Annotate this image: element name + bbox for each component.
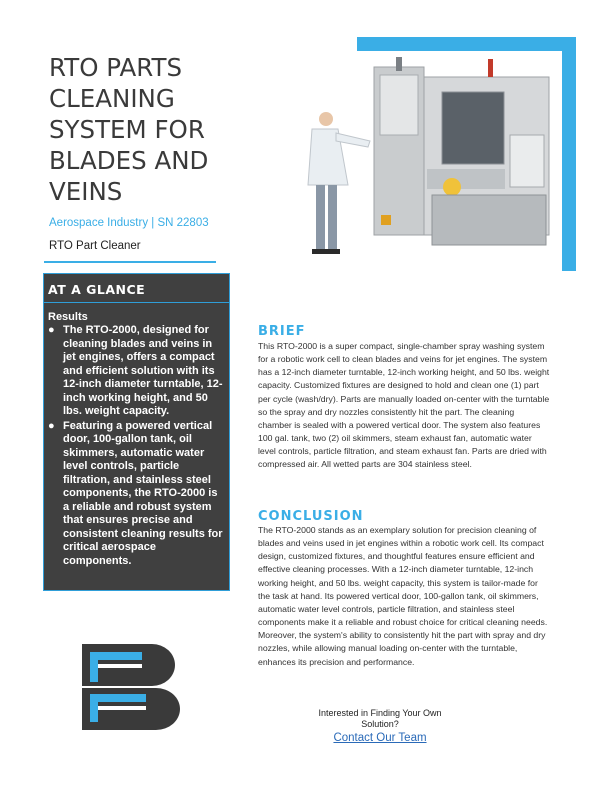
title-line: CLEANING: [49, 84, 175, 113]
title-line: VEINS: [49, 177, 123, 206]
glance-bullet-text: The RTO-2000, designed for cleaning blades and veins in jet engines, offers a compact and efficient solution with its 12-inch diameter turntable, 12-inch working height, and 50 lbs. weight capacity.: [63, 324, 223, 417]
product-photo: [292, 37, 576, 271]
title-line: SYSTEM FOR: [49, 115, 205, 144]
logo-stripe: [98, 664, 142, 668]
glance-bullet: [44, 324, 226, 419]
results-label: Results: [48, 311, 88, 323]
part-type-label: RTO Part Cleaner: [49, 240, 141, 252]
glance-bullet-list: [44, 324, 226, 569]
company-logo: [82, 644, 185, 730]
cta-question-line: Solution?: [361, 719, 399, 729]
glance-heading: AT A GLANCE: [48, 282, 146, 297]
brief-text: This RTO-2000 is a super compact, single-chamber spray washing system for a robotic work cell to clean blades and veins for jet engines. The system has a 12-inch diameter turntable, 12-inch working height, and 50 lbs. weight capacity. Customized fixtures are designed to hold and clean one (1) part per cycle (wash/dry). Parts are manually loaded on-center with the turntable so the spray and dry nozzles consistently hit the part. The cleaning chamber is sealed with a powered vertical door. The system also features 100 gal. tank, two (2) oil skimmers, steam exhaust fan, automatic water level controls, particle filtration, and steam exhaust fan. Parts are dried with compressed air. All wetted parts are 304 stainless steel.: [258, 341, 550, 470]
logo-stripe: [98, 706, 146, 710]
title-divider: [44, 261, 216, 263]
glance-bullet: [44, 420, 226, 569]
conclusion-text: The RTO-2000 stands as an exemplary solution for precision cleaning of blades and veins used in jet engines within a robotic work cell. Its compact design, customized fixtures, and thoughtful features ensure efficient and effective cleaning processes. With a 12-inch diameter turntable, 12-inch working height, and 50 lbs. weight capacity, this system is tailor-made for the task at hand. Its powered vertical door, 100-gallon tank, oil skimmers, automatic water level controls, particle filtration, and stainless steel components make it a reliable and robust choice for critical cleaning needs. Moreover, the system's ability to consistently hit the part with spray and dry nozzles, while allowing manual loading on-center with the turntable, enhances its precision and performance.: [258, 525, 548, 667]
glance-divider: [44, 302, 229, 303]
title-line: BLADES AND: [49, 146, 209, 175]
title-line: RTO PARTS: [49, 53, 183, 82]
photo-frame-top: [357, 37, 576, 51]
bullet-dot-icon: ●: [48, 419, 55, 432]
technician-illustration: [308, 112, 370, 254]
bullet-dot-icon: ●: [48, 324, 55, 336]
at-a-glance-panel: [43, 273, 230, 591]
industry-subtitle: Aerospace Industry | SN 22803: [49, 217, 209, 229]
cta-question: [300, 708, 460, 730]
glance-bullet-text: Featuring a powered vertical door, 100-gallon tank, oil skimmers, automatic water level controls, particle filtration, and stainless steel components, the RTO-2000 is a reliable and robust system that ensures precise and consistent cleaning results for critical aerospace components.: [63, 419, 223, 567]
cleaning-machine-illustration: [374, 57, 549, 245]
conclusion-heading: CONCLUSION: [258, 509, 364, 524]
photo-frame-right: [562, 37, 576, 271]
page-title: [49, 52, 249, 207]
brief-heading: BRIEF: [258, 324, 306, 339]
cta-question-line: Interested in Finding Your Own: [318, 708, 442, 718]
contact-our-team-link[interactable]: Contact Our Team: [333, 732, 427, 744]
